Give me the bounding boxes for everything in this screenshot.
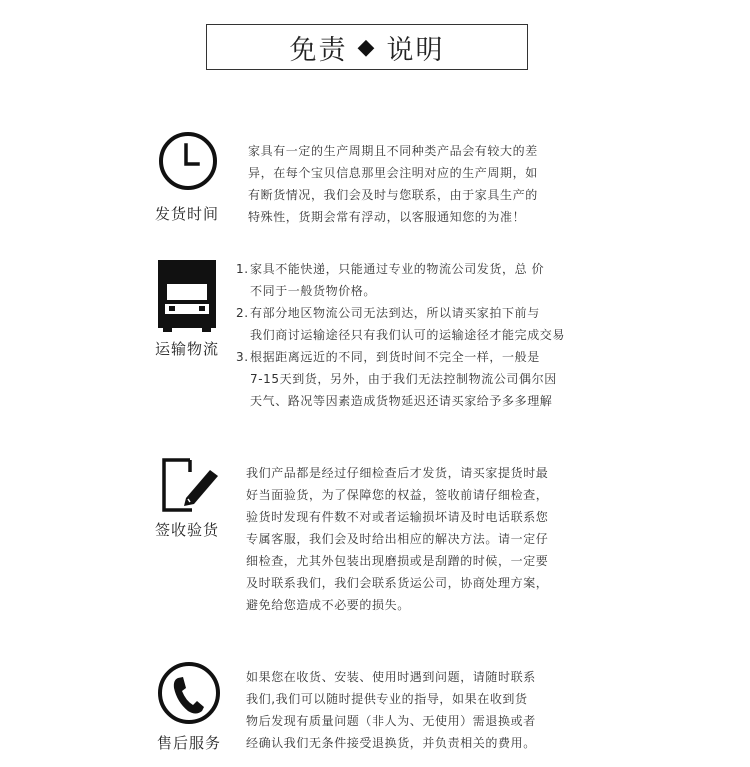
text-line: 有部分地区物流公司无法到达，所以请买家拍下前与	[250, 306, 540, 320]
section-text	[248, 140, 538, 228]
text-line: 如果您在收货、安装、使用时遇到问题，请随时联系	[246, 670, 536, 684]
section-label: 售后服务	[156, 734, 221, 752]
list-item	[236, 302, 565, 346]
text-line: 7-15天到货，另外，由于我们无法控制物流公司偶尔因	[250, 372, 557, 386]
text-line: 及时联系我们，我们会联系货运公司，协商处理方案，	[246, 576, 549, 590]
text-line: 专属客服，我们会及时给出相应的解决方法。请一定仔	[246, 532, 549, 546]
section-label: 签收验货	[154, 521, 219, 539]
text-line: 物后发现有质量问题（非人为、无使用）需退换或者	[246, 714, 536, 728]
section-text	[246, 666, 536, 754]
list-number: 3.	[236, 350, 249, 364]
truck-icon	[158, 260, 216, 338]
list-item	[236, 258, 565, 302]
section-label: 发货时间	[154, 205, 219, 223]
text-line: 细检查，尤其外包装出现磨损或是刮蹭的时候，一定要	[246, 554, 549, 568]
section-text	[246, 462, 548, 616]
section-text	[236, 258, 565, 412]
text-line: 不同于一般货物价格。	[250, 284, 377, 298]
section-label: 运输物流	[154, 340, 219, 358]
disclaimer-title	[206, 24, 528, 70]
text-line: 家具有一定的生产周期且不同种类产品会有较大的差	[248, 144, 538, 158]
title-right: 说明	[386, 34, 445, 66]
clock-icon	[158, 131, 218, 195]
text-line: 我们,我们可以随时提供专业的指导，如果在收到货	[246, 692, 528, 706]
text-line: 异，在每个宝贝信息那里会注明对应的生产周期，如	[248, 166, 538, 180]
text-line: 有断货情况，我们会及时与您联系，由于家具生产的	[248, 188, 538, 202]
text-line: 好当面验货，为了保障您的权益，签收前请仔细检查，	[246, 488, 549, 502]
text-line: 经确认我们无条件接受退换货，并负责相关的费用。	[246, 736, 536, 750]
text-line: 天气、路况等因素造成货物延迟还请买家给予多多理解	[250, 394, 553, 408]
list-item	[236, 346, 565, 412]
list-number: 1.	[236, 262, 249, 276]
text-line: 避免给您造成不必要的损失。	[246, 598, 410, 612]
text-line: 家具不能快递，只能通过专业的物流公司发货，总 价	[250, 262, 545, 276]
list-number: 2.	[236, 306, 249, 320]
text-line: 根据距离远近的不同，到货时间不完全一样，一般是	[250, 350, 540, 364]
text-line: 我们商讨运输途径只有我们认可的运输途径才能完成交易	[250, 328, 566, 342]
text-line: 验货时发现有件数不对或者运输损坏请及时电话联系您	[246, 510, 549, 524]
diamond-icon: ◆	[357, 34, 377, 60]
phone-icon	[156, 660, 222, 730]
document-pen-icon	[160, 458, 224, 518]
text-line: 特殊性，货期会常有浮动，以客服通知您的为准！	[248, 210, 526, 224]
text-line: 我们产品都是经过仔细检查后才发货，请买家提货时最	[246, 466, 549, 480]
title-left: 免责	[289, 34, 348, 66]
